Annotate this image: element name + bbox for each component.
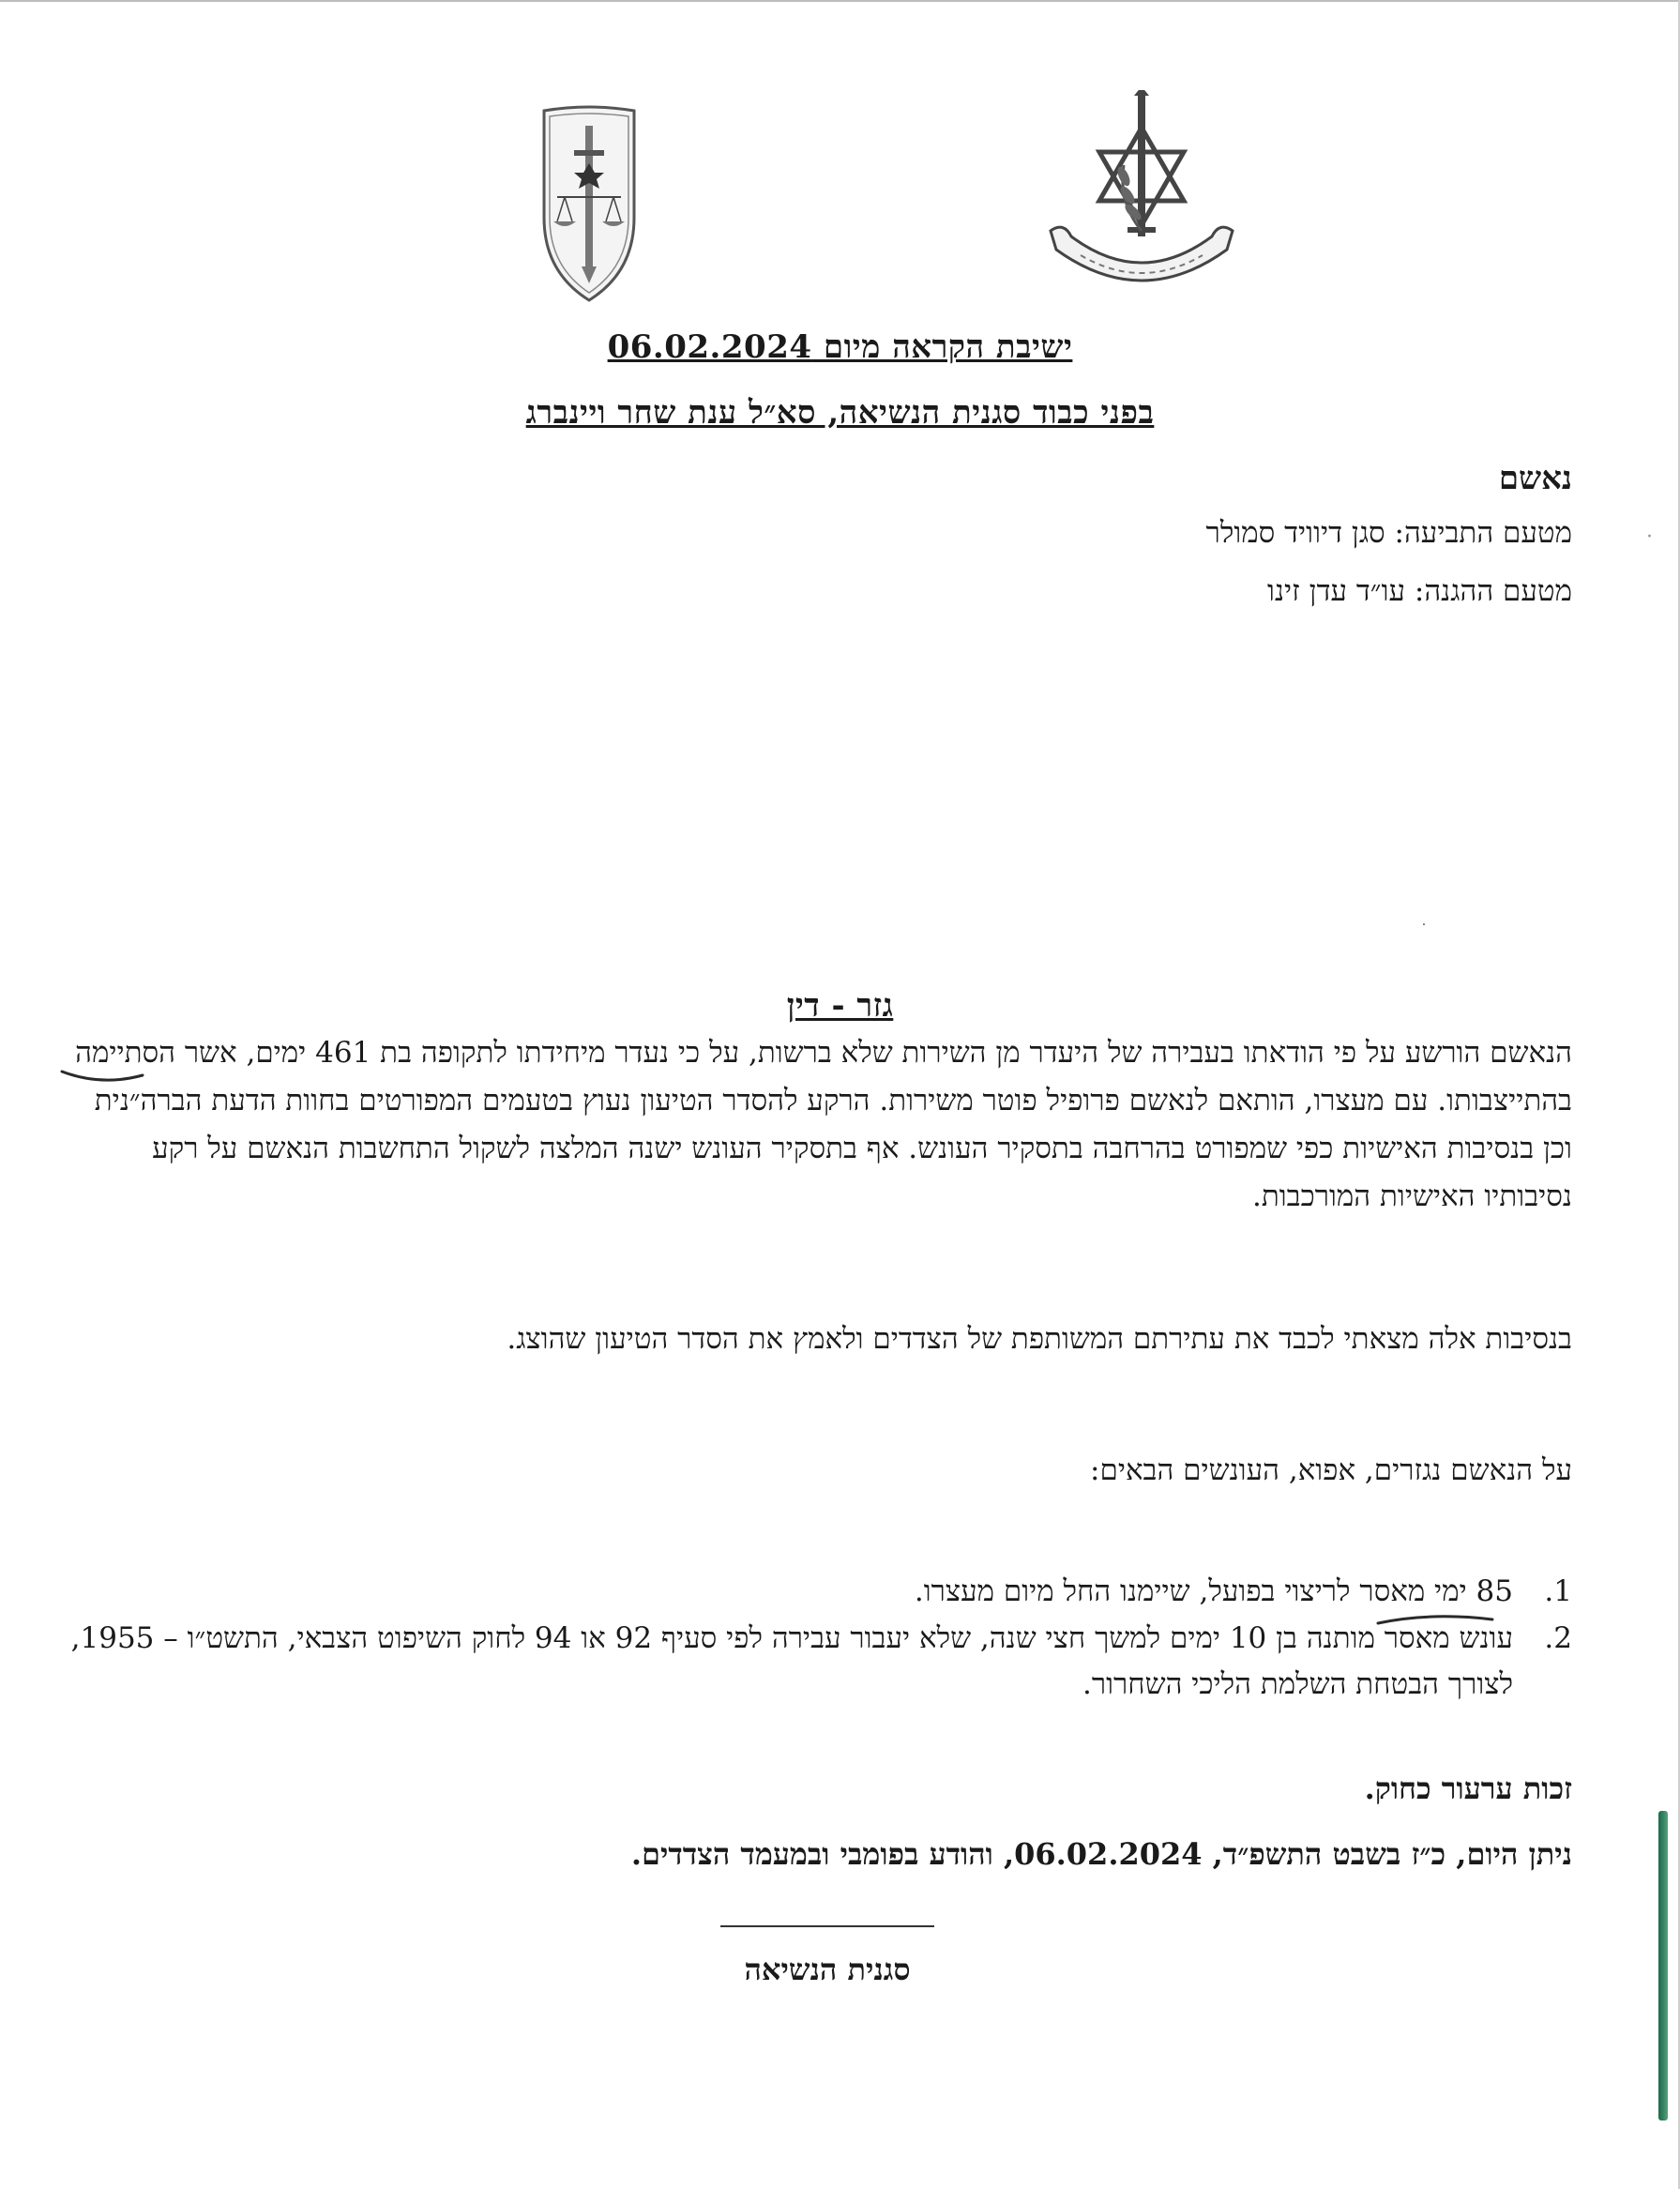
margin-mark: ·	[1646, 525, 1653, 549]
idf-emblem-icon	[1043, 90, 1240, 289]
hearing-title: ישיבת הקראה מיום 06.02.2024	[607, 328, 1073, 366]
signature-line	[720, 1925, 934, 1927]
binder-strip	[1658, 1811, 1668, 2121]
verdict-paragraph-accept: בנסיבות אלה מצאתי לכבד את עתירתם המשותפת של הצדדים ולאמץ את הסדר הטיעון שהוצג.	[507, 1322, 1572, 1356]
appeal-right-notice: זכות ערעור כחוק.	[1364, 1771, 1572, 1806]
sentence-number: 1.	[1544, 1574, 1572, 1608]
accused-label: נאשם	[1498, 460, 1572, 497]
military-court-emblem-icon	[540, 105, 638, 304]
sentence-item	[56, 1616, 1572, 1708]
pen-underline-mark	[58, 1066, 148, 1087]
given-date-line: ניתן היום, כ״ז בשבט התשפ״ד, 06.02.2024, והודע בפומבי ובמעמד הצדדים.	[630, 1836, 1572, 1872]
defense-representative: מטעם ההגנה: עו״ד עדן זינו	[1267, 574, 1572, 608]
prosecution-representative: מטעם התביעה: סגן דיוויד סמולר	[1205, 516, 1572, 550]
sentence-text: עונש מאסר מותנה בן 10 ימים למשך חצי שנה, שלא יעבור עבירה לפי סעיף 92 או 94 לחוק השיפוט הצבאי, התשט״ו – 1955, לצורך הבטחת השלמת הליכי השחרור.	[70, 1621, 1513, 1701]
sentence-number: 2.	[1544, 1621, 1572, 1655]
signature-title: סגנית הנשיאה	[744, 1952, 911, 1987]
page-edge-top	[0, 0, 1680, 2]
sentence-item	[56, 1569, 1572, 1615]
sentence-text: 85 ימי מאסר לריצוי בפועל, שיימנו החל מיום מעצרו.	[914, 1574, 1513, 1608]
judge-line: בפני כבוד סגנית הנשיאה, סא״ל ענת שחר ויינברג	[525, 394, 1155, 432]
sentences-intro: על הנאשם נגזרים, אפוא, העונשים הבאים:	[1090, 1453, 1572, 1487]
verdict-paragraph-main: הנאשם הורשע על פי הודאתו בעבירה של היעדר מן השירות שלא ברשות, על כי נעדר מיחידתו לתקופה בת 461 ימים, אשר הסתיימה בהתייצבותו. עם מעצרו, הותאם לנאשם פרופיל פוטר משירות. הרקע להסדר הטיעון נעוץ בטעמים המפורטים בחוות הדעת הברה״נית וכן בנסיבות האישיות כפי שמפורט בהרחבה בתסקיר העונש. אף בתסקיר העונש ישנה המלצה לשקול התחשבות הנאשם על רקע נסיבותיו האישיות המורכבות.	[75, 1036, 1572, 1213]
verdict-heading: גזר - דין	[786, 987, 894, 1025]
